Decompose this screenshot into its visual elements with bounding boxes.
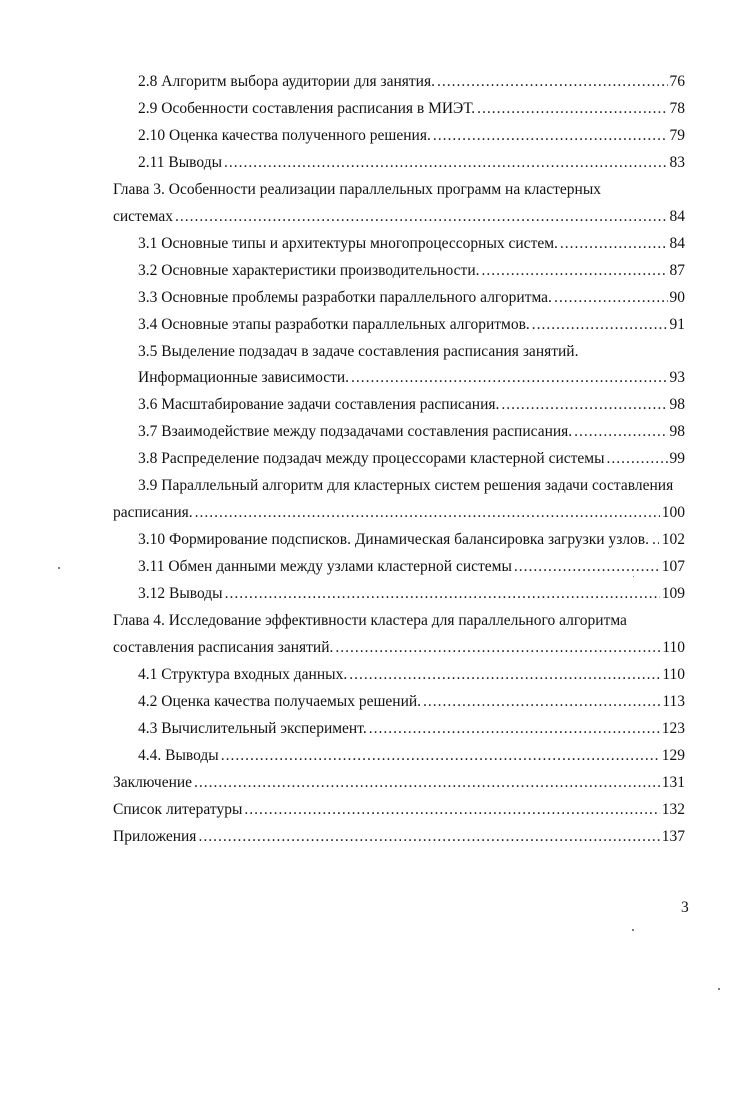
toc-chapter-3-title-line1: Глава 3. Особенности реализации параллельных программ на кластерных bbox=[113, 181, 601, 198]
toc-chapter-4 bbox=[113, 638, 685, 658]
toc-entry-title: 3.12 Выводы bbox=[138, 585, 223, 602]
toc-entry-3-5-title-line1: 3.5 Выделение подзадач в задаче составления расписания занятий. bbox=[138, 343, 579, 360]
toc-entry-4-4 bbox=[138, 746, 685, 766]
toc-entry-title: 4.2 Оценка качества получаемых решений. bbox=[138, 693, 422, 710]
toc-entry-page: 100 bbox=[661, 504, 685, 521]
toc-entry-page: 84 bbox=[669, 208, 685, 225]
toc-leader-dots bbox=[351, 368, 667, 388]
toc-entry-title: Список литературы bbox=[113, 801, 243, 818]
toc-entry-title: 3.10 Формирование подсписков. Динамическая балансировка загрузки узлов. bbox=[138, 531, 650, 548]
page-number: 3 bbox=[681, 899, 689, 916]
toc-entry-page: 110 bbox=[662, 639, 685, 656]
toc-entry-3-9 bbox=[113, 503, 685, 523]
toc-entry-title: 3.8 Распределение подзадач между процессорами кластерной системы bbox=[138, 450, 605, 467]
toc-entry-title: 4.4. Выводы bbox=[138, 747, 219, 764]
toc-entry-page: 99 bbox=[669, 450, 685, 467]
toc-entry-4-1 bbox=[138, 665, 685, 685]
toc-chapter-4-title-line1: Глава 4. Исследование эффективности кластера для параллельного алгоритма bbox=[113, 612, 627, 629]
toc-entry-page: 137 bbox=[661, 828, 685, 845]
toc-entry-page: 78 bbox=[669, 100, 685, 117]
toc-entry-title: 3.3 Основные проблемы разработки параллельного алгоритма. bbox=[138, 289, 552, 306]
toc-entry-page: 79 bbox=[669, 127, 685, 144]
toc-entry-3-5 bbox=[138, 368, 685, 388]
toc-entry-3-9-title-line1: 3.9 Параллельный алгоритм для кластерных систем решения задачи составления bbox=[138, 477, 674, 494]
toc-entry-4-3 bbox=[138, 719, 685, 739]
toc-entry-2-10 bbox=[138, 126, 685, 146]
toc-entry-title: Информационные зависимости. bbox=[138, 369, 350, 386]
toc-entry-title: 4.1 Структура входных данных. bbox=[138, 666, 348, 683]
toc-entry-page: 76 bbox=[669, 73, 685, 90]
toc-leader-dots bbox=[501, 395, 667, 415]
toc-entry-page: 90 bbox=[669, 289, 685, 306]
toc-entry-page: 98 bbox=[669, 396, 685, 413]
toc-leader-dots bbox=[195, 503, 660, 523]
toc-entry-title: 4.3 Вычислительный эксперимент. bbox=[138, 720, 367, 737]
toc-entry-page: 129 bbox=[661, 747, 685, 764]
toc-entry-title: системах bbox=[113, 208, 174, 225]
toc-chapter-3 bbox=[113, 207, 685, 227]
toc-leader-dots bbox=[554, 288, 668, 308]
toc-leader-dots bbox=[335, 638, 660, 658]
toc-entry-page: 109 bbox=[661, 585, 685, 602]
toc-leader-dots bbox=[652, 530, 659, 550]
toc-entry-3-7 bbox=[138, 422, 685, 442]
toc-entry-title: составления расписания занятий. bbox=[113, 639, 334, 656]
toc-leader-dots bbox=[574, 422, 667, 442]
toc-leader-dots bbox=[349, 665, 660, 685]
scan-speck bbox=[632, 929, 634, 931]
toc-entry-page: 83 bbox=[669, 154, 685, 171]
toc-entry-page: 132 bbox=[661, 801, 685, 818]
toc-entry-2-9 bbox=[138, 99, 685, 119]
toc-leader-dots bbox=[560, 234, 668, 254]
toc-entry-page: 93 bbox=[669, 369, 685, 386]
toc-leader-dots bbox=[437, 72, 668, 92]
toc-leader-dots bbox=[423, 692, 660, 712]
toc-entry-page: 102 bbox=[661, 531, 685, 548]
toc-entry-page: 91 bbox=[669, 316, 685, 333]
scan-speck bbox=[58, 567, 60, 569]
toc-leader-dots bbox=[198, 827, 659, 847]
toc-leader-dots bbox=[175, 207, 667, 227]
toc-entry-page: 98 bbox=[669, 423, 685, 440]
scan-speck bbox=[718, 988, 720, 990]
toc-entry-3-8 bbox=[138, 449, 685, 469]
toc-entry-page: 84 bbox=[669, 235, 685, 252]
toc-entry-title: Приложения bbox=[113, 828, 197, 845]
toc-entry-title: 3.2 Основные характеристики производительности. bbox=[138, 262, 480, 279]
toc-leader-dots bbox=[482, 261, 668, 281]
toc-entry-title: Заключение bbox=[113, 774, 193, 791]
toc-entry-title: 3.6 Масштабирование задачи составления расписания. bbox=[138, 396, 500, 413]
toc-leader-dots bbox=[514, 557, 660, 577]
toc-entry-title: расписания. bbox=[113, 504, 193, 521]
scan-speck bbox=[633, 576, 634, 577]
toc-entry-title: 2.9 Особенности составления расписания в МИЭТ. bbox=[138, 100, 476, 117]
toc-entry-title: 3.11 Обмен данными между узлами кластерной системы bbox=[138, 558, 512, 575]
toc-references bbox=[113, 800, 685, 820]
toc-entry-title: 2.8 Алгоритм выбора аудитории для занятия. bbox=[138, 73, 435, 90]
toc-entry-3-6 bbox=[138, 395, 685, 415]
toc-entry-title: 3.7 Взаимодействие между подзадачами составления расписания. bbox=[138, 423, 573, 440]
toc-entry-4-2 bbox=[138, 692, 685, 712]
toc-entry-3-2 bbox=[138, 261, 685, 281]
toc-entry-3-10 bbox=[138, 530, 685, 550]
toc-entry-3-4 bbox=[138, 315, 685, 335]
toc-entry-3-11 bbox=[138, 557, 685, 577]
toc-leader-dots bbox=[221, 746, 660, 766]
toc-entry-title: 3.1 Основные типы и архитектуры многопроцессорных систем. bbox=[138, 235, 558, 252]
toc-leader-dots bbox=[433, 126, 668, 146]
toc-entry-3-12 bbox=[138, 584, 685, 604]
toc-leader-dots bbox=[532, 315, 668, 335]
toc-entry-title: 2.11 Выводы bbox=[138, 154, 222, 171]
toc-entry-2-8 bbox=[138, 72, 685, 92]
toc-entry-page: 113 bbox=[662, 693, 685, 710]
toc-leader-dots bbox=[194, 773, 660, 793]
toc-entry-2-11 bbox=[138, 153, 685, 173]
toc-leader-dots bbox=[607, 449, 668, 469]
toc-entry-page: 123 bbox=[661, 720, 685, 737]
toc-conclusion bbox=[113, 773, 685, 793]
toc-leader-dots bbox=[477, 99, 667, 119]
toc-leader-dots bbox=[244, 800, 659, 820]
toc-leader-dots bbox=[225, 584, 660, 604]
toc-entry-page: 110 bbox=[662, 666, 685, 683]
toc-appendices bbox=[113, 827, 685, 847]
toc-entry-title: 2.10 Оценка качества полученного решения. bbox=[138, 127, 431, 144]
toc-entry-page: 131 bbox=[661, 774, 685, 791]
toc-leader-dots bbox=[369, 719, 660, 739]
toc-leader-dots bbox=[224, 153, 668, 173]
toc-entry-3-1 bbox=[138, 234, 685, 254]
toc-entry-title: 3.4 Основные этапы разработки параллельных алгоритмов. bbox=[138, 316, 530, 333]
toc-entry-3-3 bbox=[138, 288, 685, 308]
toc-entry-page: 107 bbox=[661, 558, 685, 575]
toc-entry-page: 87 bbox=[669, 262, 685, 279]
